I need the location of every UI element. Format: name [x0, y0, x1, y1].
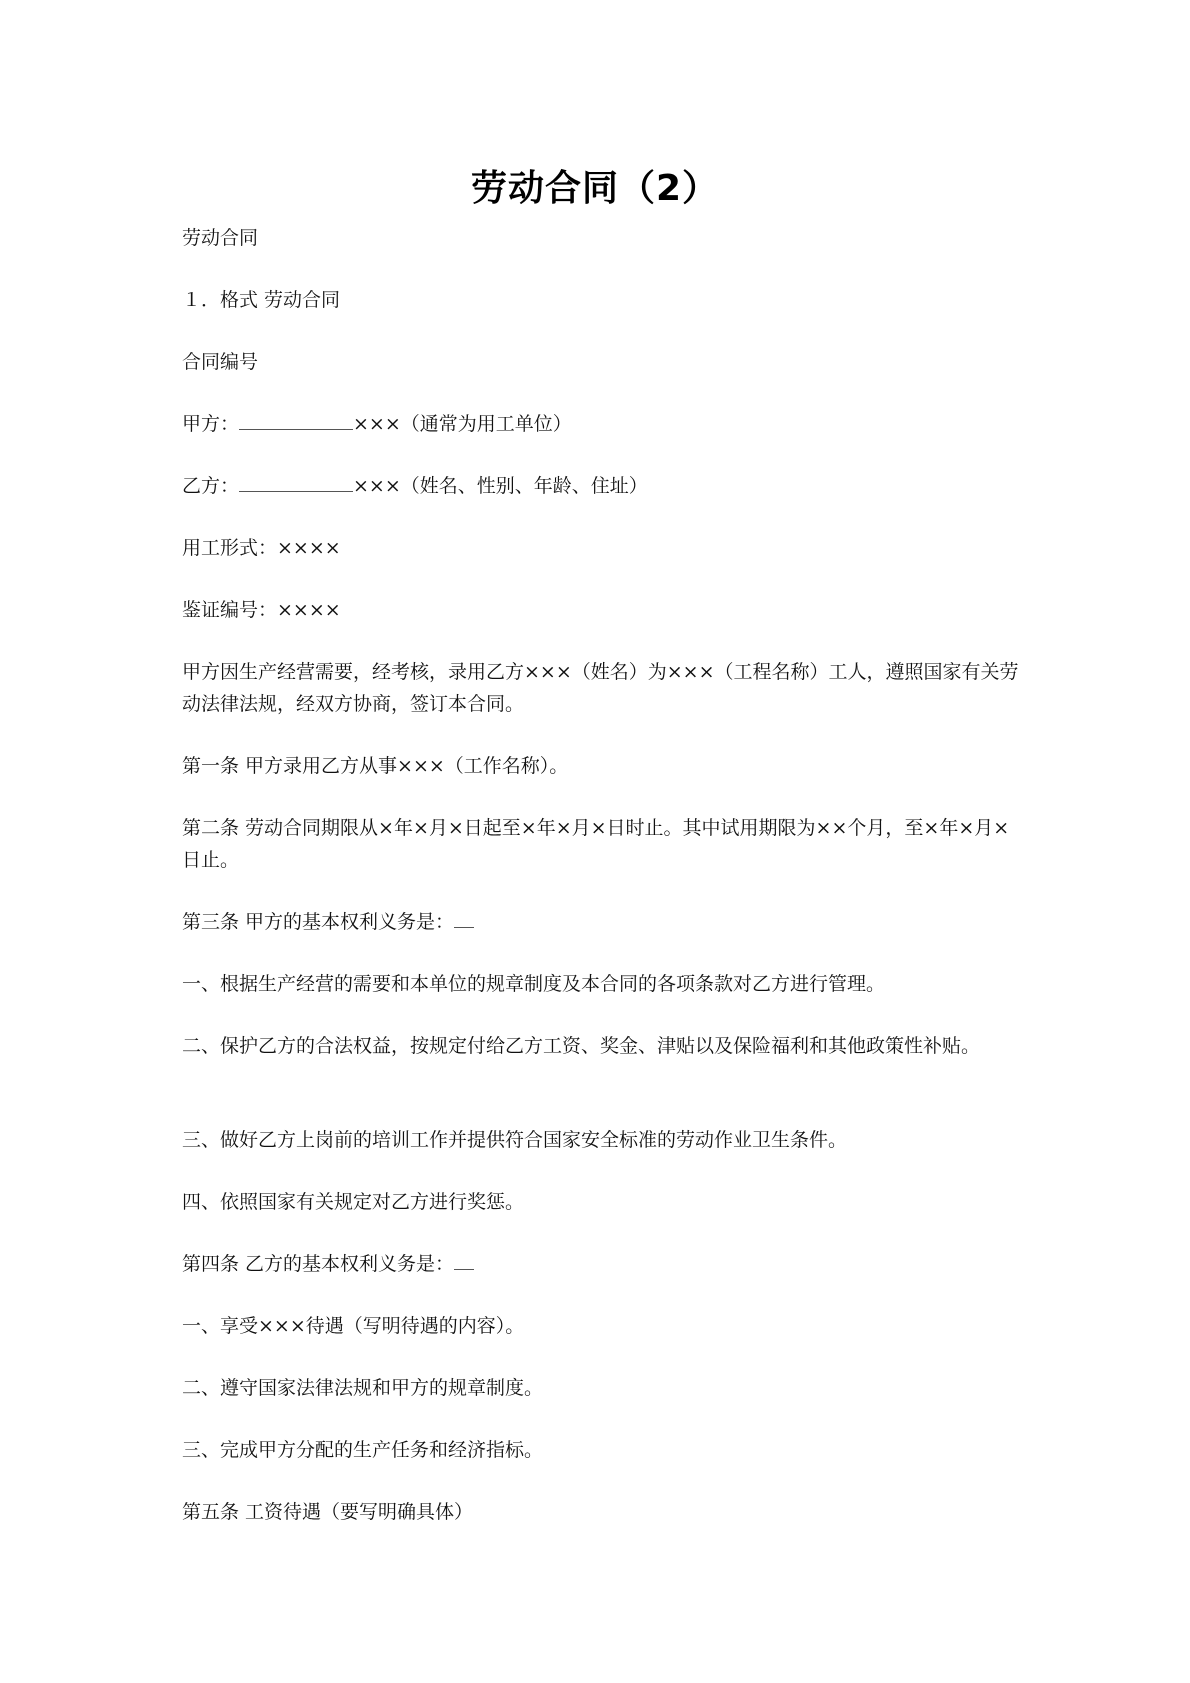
article-4-item-3: 三、完成甲方分配的生产任务和经济指标。 — [182, 1439, 544, 1461]
preamble-paragraph: 甲方因生产经营需要，经考核，录用乙方×××（姓名）为×××（工程名称）工人，遵照国家有关劳动法律法规，经双方协商，签订本合同。 — [182, 661, 1019, 715]
article-3-item-2: 二、保护乙方的合法权益，按规定付给乙方工资、奖金、津贴以及保险福利和其他政策性补贴。 — [182, 1035, 981, 1057]
party-a-label: 甲方： — [182, 413, 240, 435]
article-3-blank — [454, 911, 474, 928]
article-4-blank — [454, 1253, 474, 1270]
verification-number-paragraph: 鉴证编号：×××× — [182, 599, 341, 621]
article-4-paragraph — [182, 1248, 1022, 1280]
employment-form-paragraph: 用工形式：×××× — [182, 537, 341, 559]
subtitle-paragraph: 劳动合同 — [182, 227, 259, 249]
article-4-item-1: 一、享受×××待遇（写明待遇的内容）。 — [182, 1315, 525, 1337]
party-b-label: 乙方： — [182, 475, 240, 497]
article-2-paragraph: 第二条 劳动合同期限从×年×月×日起至×年×月×日时止。其中试用期限为××个月，至×年×月×日止。 — [182, 817, 1010, 871]
article-3-item-1: 一、根据生产经营的需要和本单位的规章制度及本合同的各项条款对乙方进行管理。 — [182, 973, 886, 995]
party-a-text: ×××（通常为用工单位） — [353, 413, 572, 435]
party-b-text: ×××（姓名、性别、年龄、住址） — [353, 475, 648, 497]
contract-number-paragraph: 合同编号 — [182, 351, 259, 373]
party-b-paragraph — [182, 470, 1022, 502]
article-4-item-2: 二、遵守国家法律法规和甲方的规章制度。 — [182, 1377, 544, 1399]
party-b-blank — [239, 475, 353, 492]
party-a-paragraph — [182, 408, 1022, 440]
article-1-paragraph: 第一条 甲方录用乙方从事×××（工作名称）。 — [182, 755, 569, 777]
article-4-heading: 第四条 乙方的基本权利义务是： — [182, 1253, 455, 1275]
article-3-paragraph — [182, 906, 1022, 938]
article-5-paragraph: 第五条 工资待遇（要写明确具体） — [182, 1501, 474, 1523]
article-3-heading: 第三条 甲方的基本权利义务是： — [182, 911, 455, 933]
format-paragraph: １．格式 劳动合同 — [182, 289, 341, 311]
article-3-item-3: 三、做好乙方上岗前的培训工作并提供符合国家安全标准的劳动作业卫生条件。 — [182, 1129, 848, 1151]
document-title: 劳动合同（2） — [470, 168, 720, 209]
article-3-item-4: 四、依照国家有关规定对乙方进行奖惩。 — [182, 1191, 525, 1213]
party-a-blank — [239, 413, 353, 430]
